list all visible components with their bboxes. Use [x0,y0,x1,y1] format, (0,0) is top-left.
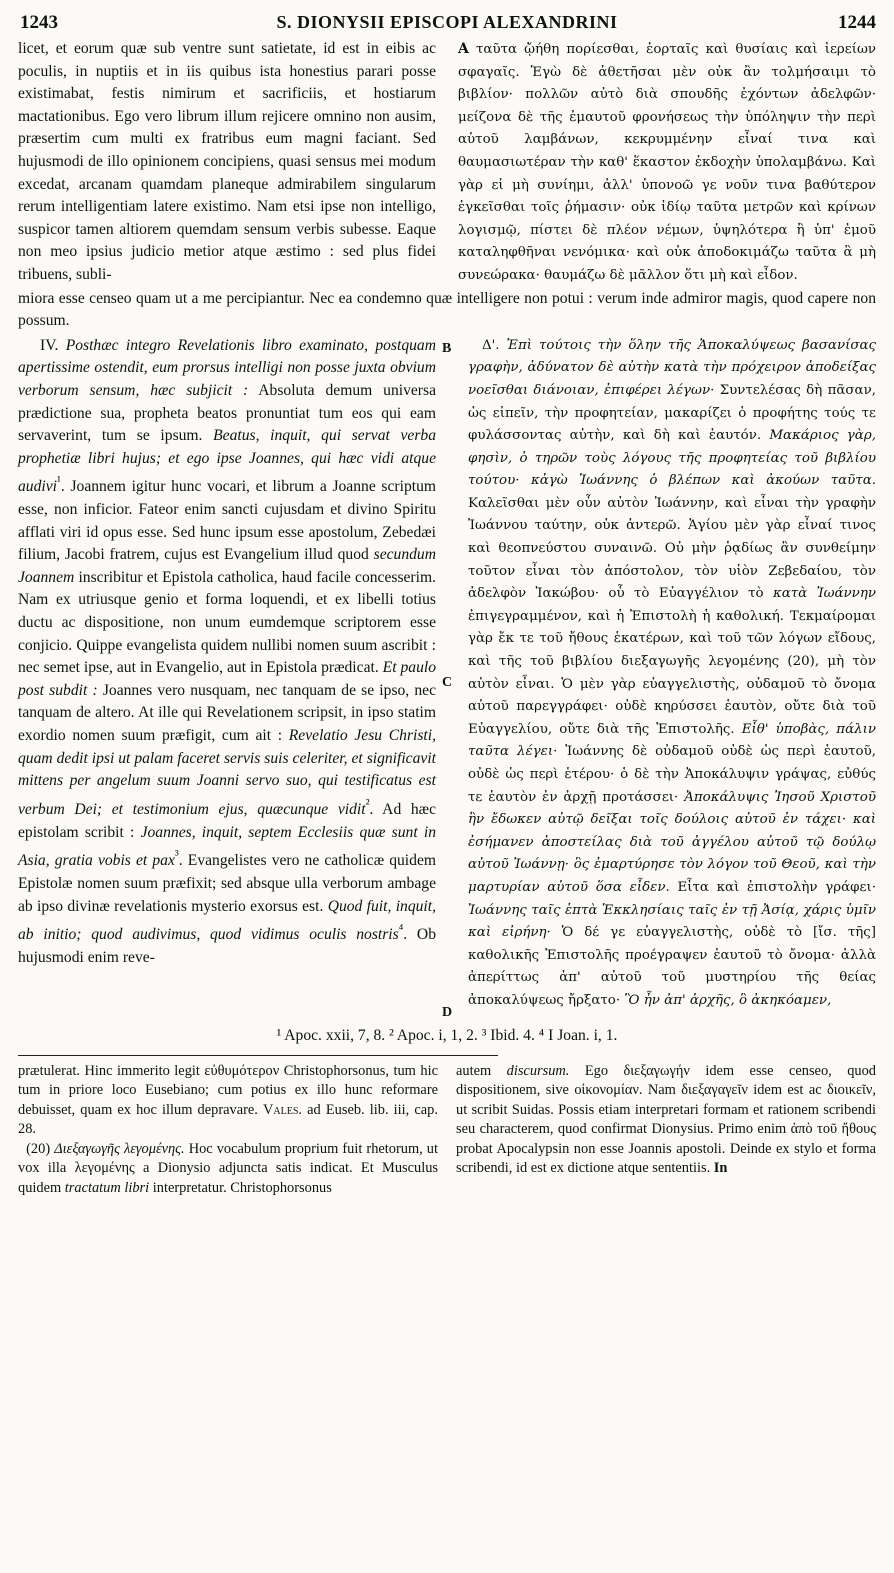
section-2 [18,335,877,1020]
page-number-left: 1243 [20,12,58,33]
latin-intro: IV. Posthæc integro Revelationis libro examinato, postquam apertissime ostendit, eum prorsus intelligi non posse juxta obvium verborum sensum, hæc subjicit : Absoluta demum universa prædictione sua, propheta beatos pronuntiat tum eos qui eam servaverint, tum se ipsum. Beatus, inquit, qui servat verba prophetiæ libri hujus; et ego ipse Joannes, qui hæc vidi atque audivi$^{^1}$. Joannem igitur hunc vocari, et librum a Joanne scriptum esse, non inficior. Fateor enim sancti cujusdam et divino Spiritu afflati viri id opus esse. Sed hunc ipsum esse apostolum, Zebedæi filium, Jacobi fratrem, cujus est Evangelium illud quod secundum Joannem inscribitur et Epistola catholica, haud facile concesserim. Nam ex utriusque genio et forma loquendi, et ex libelli totius ductu ac dispositione, non unum eumdemque scriptorem esse conjicio. Quippe evangelista quidem nullibi nomen suum ascribit : nec semet ipse, aut in Evangelio, aut in Epistola prædicat. Et paulo post subdit : Joannes vero nusquam, nec tanquam de se ipso, nec tanquam de altero. At ille qui Revelationem scripsit, in ipso statim exordio nomen suum præfigit, cum ait : Revelatio Jesu Christi, quam dedit ipsi ut palam faceret servis suis celeriter, et significavit mittens per angelum suum Joanni servo suo, qui testificatus est verbum Dei; et testimonium ejus, quæcunque vidit$^{^2}$. Ad hæc epistolam scribit : Joannes, inquit, septem Ecclesiis quæ sunt in Asia, gratia vobis et pax$^{^3}$. Evangelistes vero ne catholicæ quidem Epistolæ nomen suum præfixit; sed absque ulla verborum ambage ab ipso divinæ revelationis mysterio exorsus est. Quod fuit, inquit, ab initio; quod audivimus, quod vidimus oculis nostris$^{^4}$. Ob hujusmodi enim reve- [18,336,437,966]
page [18,8,876,1568]
running-header [18,8,876,38]
section-1 [18,38,876,288]
latin-column-2 [18,335,436,1013]
editor-notes [18,1062,876,1199]
margin-letter-c: C [442,674,453,690]
margin-letter-d: D [442,1004,453,1020]
full-width-line: miora esse censeo quam ut a me percipiantur. Nec ea condemno quæ intelligere non potui : verum inde admiror magis, quod capere non possum. [18,289,876,330]
greek-column-2 [458,335,876,1013]
note-left-1: prætulerat. Hinc immerito legit εὐθυμότερον Christophorsonus, tum hic tum in priore loco Eusebiano; cum potius ex illo hunc reformare debuisset, quam ex hoc illum depravare. Vales. ad Euseb. lib. iii, cap. 28. [18,1062,438,1138]
footnotes: ¹ Apoc. xxii, 7, 8. ² Apoc. i, 1, 2. ³ Ibid. 4. ⁴ I Joan. i, 1. [276,1026,618,1044]
latin-text-1: licet, et eorum quæ sub ventre sunt satietate, id est in eibis ac poculis, in nuptiis et in iis quibus ista honestius parari posse existimabat, festis nimirum et sacrificiis, et hostiarum mactationibus. Ego vero librum illum rejicere omnino non ausim, præsertim cum multi ex fratribus eum magni faciant. Sed hujusmodi de illo opinionem concipiens, quasi sensus mei modum excedat, arcanam quamdam planeque admirabilem singularum rerum intelligentiam latere existimo. Nam etsi ipse non intelligo, suspicor tamen altiorem quemdam sensum verbis subesse. Eaque non meo ipsius judicio metior atque æstimo : sed plus fidei tribuens, subli- [18,40,436,283]
greek-text-1: ταῦτα ᾤήθη πορίεσθαι, ἑορταῖς καὶ θυσίαις καὶ ἱερείων σφαγαῖς. Ἐγὼ δὲ ἀθετῆσαι μὲν οὐκ ἂν τολμήσαιμι τὸ βιβλίον· πολλῶν αὐτὸ διὰ σπουδῆς ἐχόντων ἀδελφῶν· μείζονα δὲ τῆς ἐμαυτοῦ φρονήσεως τὴν ὑπόληψιν τὴν περὶ αὐτοῦ λαμβάνων, κεκρυμμένην εἶναί τινα καὶ θαυμασιωτέραν τὴν καθ' ἕκαστον ἐκδοχὴν ὑπολαμβάνω. Καὶ γὰρ εἰ μὴ συνίημι, ἀλλ' ὑπονοῶ γε νοῦν τινα βαθύτερον ἐγκεῖσθαι τοῖς ῥήμασιν· οὐκ ἰδίῳ ταῦτα μετρῶν καὶ κρίνων λογισμῷ, πίστει δὲ πλέον νέμων, ὑψηλότερα ἢ ὑπ' ἐμοῦ καταληφθῆναι νενόμικα· καὶ οὐκ ἀποδοκιμάζω ταῦτα ἃ μὴ συνεώρακα· θαυμάζω δὲ μᾶλλον ὅτι μὴ καὶ εἶδον. [458,42,877,283]
margin-letter-a: A [458,41,469,57]
notes-left [18,1062,438,1199]
notes-divider [18,1055,498,1056]
greek-column-1 [458,38,876,288]
note-left-2: (20) Διεξαγωγῆς λεγομένης. Hoc vocabulum proprium fuit rhetorum, ut vox illa λεγομένης a Dionysio adjuncta satis indicat. Et Musculus quidem tractatum libri interpretatur. Christophorsonus [18,1140,439,1196]
notes-right [456,1062,876,1199]
greek-text-2: Δ'. Ἐπὶ τούτοις τὴν ὅλην τῆς Ἀποκαλύψεως βασανίσας γραφὴν, ἀδύνατον δὲ αὐτὴν κατὰ τὴν πρόχειρον ἀποδείξας νοεῖσθαι διάνοιαν, ἐπιφέρει λέγων· Συντελέσας δὴ πᾶσαν, ὡς εἰπεῖν, τὴν προφητείαν, μακαρίζει ὁ προφήτης τούς τε φυλάσσοντας αὐτὴν, καὶ δὴ καὶ ἑαυτόν. Μακάριος γὰρ, φησὶν, ὁ τηρῶν τοὺς λόγους τῆς προφητείας τοῦ βιβλίου τούτου· κἀγὼ Ἰωάννης ὁ βλέπων καὶ ἀκούων ταῦτα. Καλεῖσθαι μὲν οὖν αὐτὸν Ἰωάννην, καὶ εἶναι τὴν γραφὴν Ἰωάννου ταύτην, οὐκ ἀντερῶ. Ἁγίου μὲν γὰρ εἶναί τινος καὶ θεοπνεύστου συναινῶ. Οὐ μὴν ῥᾳδίως ἂν συνθείμην τοῦτον εἶναι τὸν ἀπόστολον, τὸν υἱὸν Ζεβεδαίου, τὸν ἀδελφὸν Ἰακώβου· οὗ τὸ Εὐαγγέλιον τὸ κατὰ Ἰωάννην ἐπιγεγραμμένον, καὶ ἡ Ἐπιστολὴ ἡ καθολική. Τεκμαίρομαι γὰρ ἔκ τε τοῦ ἤθους ἑκατέρων, καὶ τοῦ τῶν λόγων εἴδους, καὶ τῆς τοῦ βιβλίου διεξαγωγῆς λεγομένης (20), μὴ τὸν αὐτὸν εἶναι. Ὁ μὲν γὰρ εὐαγγελιστὴς, οὐδαμοῦ τὸ ὄνομα αὐτοῦ παρεγγράφει· οὐδὲ κηρύσσει ἑαυτὸν, οὔτε διὰ τοῦ Εὐαγγελίου, οὔτε διὰ τῆς Ἐπιστολῆς. Εἶθ' ὑποβὰς, πάλιν ταῦτα λέγει· Ἰωάννης δὲ οὐδαμοῦ οὐδὲ ὡς περὶ ἑαυτοῦ, οὐδὲ ὡς περὶ ἑτέρου· ὁ δὲ τὴν Ἀποκάλυψιν γράψας, εὐθύς τε ἑαυτὸν ἐν ἀρχῇ προτάσσει· Ἀποκάλυψις Ἰησοῦ Χριστοῦ ἣν ἔδωκεν αὐτῷ δεῖξαι τοῖς δούλοις αὐτοῦ ἐν τάχει· καὶ ἐσήμανεν ἀποστείλας διὰ τοῦ ἀγγέλου αὐτοῦ τῷ δούλῳ αὐτοῦ Ἰωάννῃ· ὃς ἐμαρτύρησε τὸν λόγον τοῦ Θεοῦ, καὶ τὴν μαρτυρίαν αὐτοῦ ὅσα εἶδεν. Εἶτα καὶ ἐπιστολὴν γράφει· Ἰωάννης ταῖς ἑπτὰ Ἐκκλησίαις ταῖς ἐν τῇ Ἀσίᾳ, χάρις ὑμῖν καὶ εἰρήνη· Ὁ δέ γε εὐαγγελιστὴς, οὐδὲ τὸ [ἴσ. τῆς] καθολικῆς Ἐπιστολῆς προέγραψεν ἑαυτοῦ τὸ ὄνομα· ἀλλὰ ἀπερίττως ἀπ' αὐτοῦ τοῦ μυστηρίου τῆς θείας ἀποκαλύψεως ἤρξατο· Ὃ ἦν ἀπ' ἀρχῆς, ὃ ἀκηκόαμεν, [468,337,877,1008]
running-title: S. DIONYSII EPISCOPI ALEXANDRINI [276,12,618,32]
margin-letter-b: B [442,340,452,356]
latin-column-1 [18,38,436,288]
note-right-1: autem discursum. Ego διεξαγωγήν idem esse censeo, quod dispositionem, sive οἰκονομίαν. Nam διεξαγαγεῖν idem est ac διοικεῖν, ut scribit Suidas. Possis etiam interpretari formam et rationem scribendi seu characterem, quod confirmat Dionysius. Primo enim ἀπὸ τοῦ ἤθους probat Apocalypsin non esse Joannis apostoli. Deinde ex stylo et forma scribendi, id est ex dictione atque sententiis. In [456,1062,876,1177]
page-number-right: 1244 [838,12,876,33]
